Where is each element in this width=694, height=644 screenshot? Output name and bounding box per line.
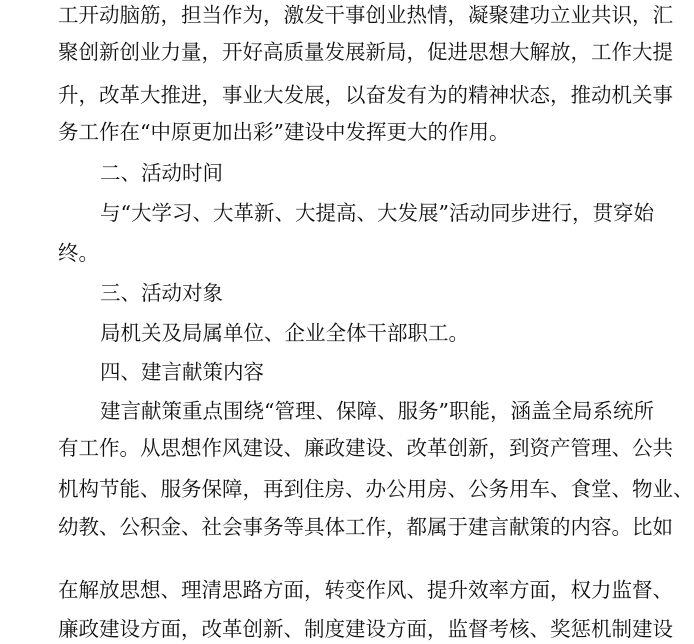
paragraph-line: 幼教、公积金、社会事务等具体工作，都属于建言献策的内容。比如 — [58, 515, 673, 539]
paragraph-line: 机构节能、服务保障，再到住房、办公用房、公务用车、食堂、物业、 — [58, 477, 694, 501]
paragraph-line: 工开动脑筋，担当作为，激发干事创业热情，凝聚建功立业共识，汇 — [58, 3, 673, 27]
paragraph-line: 在解放思想、理清思路方面，转变作风、提升效率方面，权力监督、 — [58, 578, 673, 602]
paragraph-line: 务工作在“中原更加出彩”建设中发挥更大的作用。 — [58, 120, 510, 144]
paragraph-line: 聚创新创业力量，开好高质量发展新局，促进思想大解放，工作大提 — [58, 40, 673, 64]
paragraph-line: 局机关及局属单位、企业全体干部职工。 — [100, 321, 469, 345]
paragraph-line: 有工作。从思想作风建设、廉政建设、改革创新，到资产管理、公共 — [58, 436, 673, 460]
paragraph-line: 终。 — [58, 241, 99, 265]
paragraph-line: 廉政建设方面，改革创新、制度建设方面，监督考核、奖惩机制建设 — [58, 617, 673, 641]
section-heading: 三、活动对象 — [100, 281, 223, 305]
section-heading: 二、活动时间 — [100, 161, 223, 185]
paragraph-line: 建言献策重点围绕“管理、保障、服务”职能，涵盖全局系统所 — [100, 399, 654, 423]
paragraph-line: 升，改革大推进，事业大发展，以奋发有为的精神状态，推动机关事 — [58, 83, 673, 107]
section-heading: 四、建言献策内容 — [100, 360, 264, 384]
paragraph-line: 与“大学习、大革新、大提高、大发展”活动同步进行，贯穿始 — [100, 201, 654, 225]
